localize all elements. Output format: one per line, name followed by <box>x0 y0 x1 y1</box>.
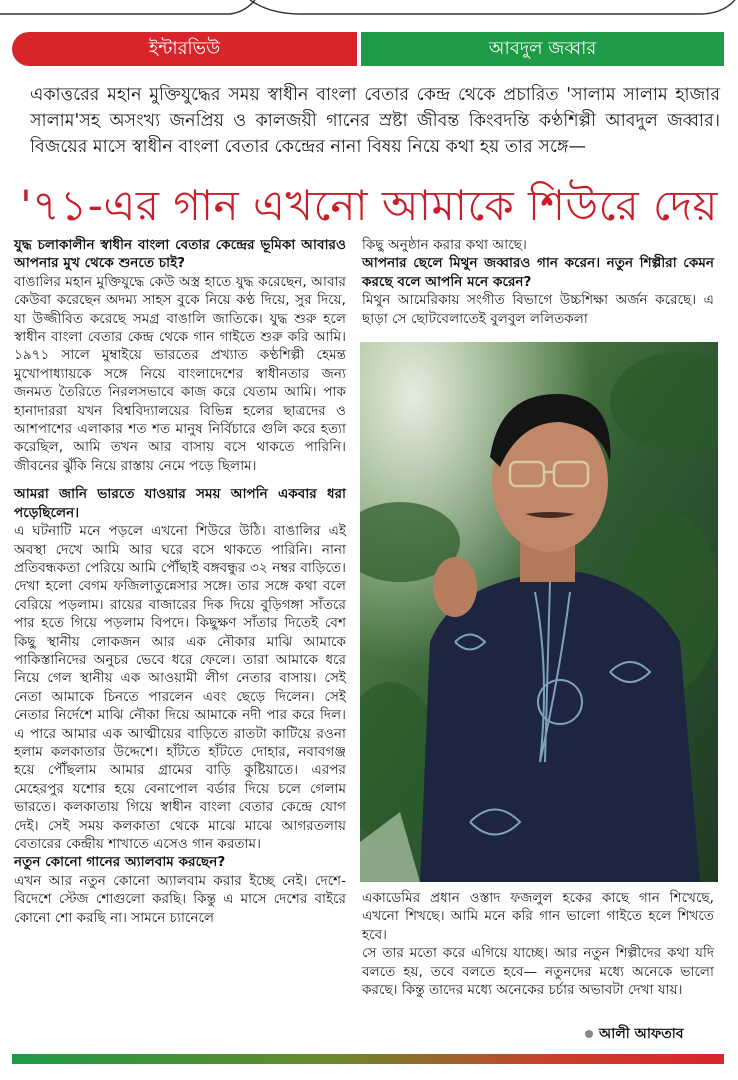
answer-4-part-3: সে তার মতো করে এগিয়ে যাচ্ছে। আর নতুন শিল্পীদের কথা যদি বলতে হয়, তবে বলতে হবে— নতুনদের মধ্যে অনেকে ভালো করছে। কিন্তু তাদের মধ্যে অনেকের চর্চার অভাবটা দেখা যায়। <box>362 945 714 999</box>
interviewee-name: আবদুল জব্বার <box>361 32 724 66</box>
top-frame-arcs <box>0 0 738 20</box>
section-banner <box>12 32 724 66</box>
answer-1: বাঙালির মহান মুক্তিযুদ্ধে কেউ অস্ত্র হাতে যুদ্ধ করেছেন, আবার কেউবা করেছেন অদম্য সাহস বুকে নিয়ে কণ্ঠ দিয়ে, সুর দিয়ে, যা উজ্জীবিত করেছে সমগ্র বাঙালি জাতিকে। যুদ্ধ শুরু হলে স্বাধীন বাংলা বেতার কেন্দ্র থেকে গান গাইতে শুরু করি আমি। ১৯৭১ সালে মুম্বাইয়ে ভারতের প্রখ্যাত কণ্ঠশিল্পী হেমন্ত মুখোপাধ্যায়কে সঙ্গে নিয়ে বাংলাদেশের স্বাধীনতার জন্য জনমত তৈরিতে নিরলসভাবে কাজ করে যেতাম আমি। পাক হানাদাররা যখন বিশ্ববিদ্যালয়ের বিভিন্ন হলের ছাত্রদের ও আশপাশের এলাকার শত শত মানুষ নির্বিচারে গুলি করে হত্যা করেছিল, আমি তখন আর বাসায় বসে থাকতে পারিনি। জীবনের ঝুঁকি নিয়ে রাস্তায় নেমে পড়ে ছিলাম। <box>14 273 346 474</box>
author-name: আলী আফতাব <box>599 1026 684 1042</box>
answer-3-continued: কিছু অনুষ্ঠান করার কথা আছে। <box>362 237 527 253</box>
left-column <box>14 236 346 927</box>
right-column-top <box>362 236 714 328</box>
answer-2: এ ঘটনাটি মনে পড়লে এখনো শিউরে উঠি। বাঙালির এই অবস্থা দেখে আমি আর ঘরে বসে থাকতে পারিনি। নানা প্রতিবন্ধকতা পেরিয়ে আমি পৌঁছাই বঙ্গবন্ধুর ৩২ নম্বর বাড়িতে। দেখা হলো বেগম ফজিলাতুন্নেসার সঙ্গে। তার সঙ্গে কথা বলে বেরিয়ে পড়লাম। রায়ের বাজারের দিক দিয়ে বুড়িগঙ্গা সাঁতরে পার হতে গিয়ে পড়লাম বিপদে। কিছুক্ষণ সাঁতার দিতেই বেশ কিছু স্থানীয় লোকজন আর এক নৌকার মাঝি আমাকে পাকিস্তানিদের অনুচর ভেবে ধরে ফেলে। তারা আমাকে ধরে নিয়ে গেল স্থানীয় এক আওয়ামী লীগ নেতার বাসায়। সেই নেতা আমাকে চিনতে পারলেন এবং ছেড়ে দিলেন। সেই নেতার নির্দেশে মাঝি নৌকা দিয়ে আমাকে নদী পার করে দিল। এ পারে আমার এক আত্মীয়ের বাড়িতে রাতটা কাটিয়ে রওনা হলাম কলকাতার উদ্দেশে। হাঁটতে হাঁটতে দোহার, নবাবগঞ্জ হয়ে পৌঁছলাম আমার গ্রামের বাড়ি কুষ্টিয়াতে। এরপর মেহেরপুর যশোর হয়ে বেনাপোল বর্ডার দিয়ে চলে গেলাম ভারতে। কলকাতায় গিয়ে স্বাধীন বাংলা বেতার কেন্দ্রে যোগ দেই। সেই সময় কলকাতা থেকে মাঝে মাঝে আগরতলায় বেতারের কেন্দ্রীয় শাখাতে এসেও গান করতাম। <box>14 523 346 852</box>
question-2: আমরা জানি ভারতে যাওয়ার সময় আপনি একবার ধরা পড়েছিলেন। <box>14 486 346 521</box>
bullet-icon <box>585 1030 593 1038</box>
intro-paragraph: একাত্তরের মহান মুক্তিযুদ্ধের সময় স্বাধীন বাংলা বেতার কেন্দ্র থেকে প্রচারিত 'সালাম সালাম হাজার সালাম'সহ অসংখ্য জনপ্রিয় ও কালজয়ী গানের স্রষ্টা জীবন্ত কিংবদন্তি কণ্ঠশিল্পী আবদুল জব্বার। বিজয়ের মাসে স্বাধীন বাংলা বেতার কেন্দ্রের নানা বিষয় নিয়ে কথা হয় তার সঙ্গে— <box>30 85 720 157</box>
byline <box>585 1022 684 1046</box>
answer-4-part-2: একাডেমির প্রধান ওস্তাদ ফজলুল হকের কাছে গান শিখেছে, এখনো শিখছে। আমি মনে করি গান ভালো গাইতে হলে শিখতে হবে। <box>362 890 714 943</box>
right-column-bottom <box>362 889 714 999</box>
headline: '৭১-এর গান এখনো আমাকে শিউরে দেয় <box>20 181 718 230</box>
interviewee-photo <box>360 342 718 882</box>
section-label: ইন্টারভিউ <box>12 32 357 66</box>
question-3: নতুন কোনো গানের অ্যালবাম করছেন? <box>14 854 226 871</box>
answer-4-part-1: মিথুন আমেরিকায় সংগীত বিভাগে উচ্চশিক্ষা অর্জন করেছে। এ ছাড়া সে ছোটবেলাতেই বুলবুল ললিতকলা <box>362 292 714 327</box>
bottom-color-bar <box>12 1054 724 1064</box>
question-1: যুদ্ধ চলাকালীন স্বাধীন বাংলা বেতার কেন্দ্রের ভূমিকা আবারও আপনার মুখ থেকে শুনতে চাই? <box>14 237 346 272</box>
answer-3: এখন আর নতুন কোনো অ্যালবাম করার ইচ্ছে নেই। দেশে-বিদেশে স্টেজ শোগুলো করছি। কিন্তু এ মাসে দেশের বাইরে কোনো শো করছি না। সামনে চ্যানেলে <box>14 872 346 926</box>
question-4: আপনার ছেলে মিথুন জব্বারও গান করেন। নতুন শিল্পীরা কেমন করছে বলে আপনি মনে করেন? <box>362 255 714 290</box>
